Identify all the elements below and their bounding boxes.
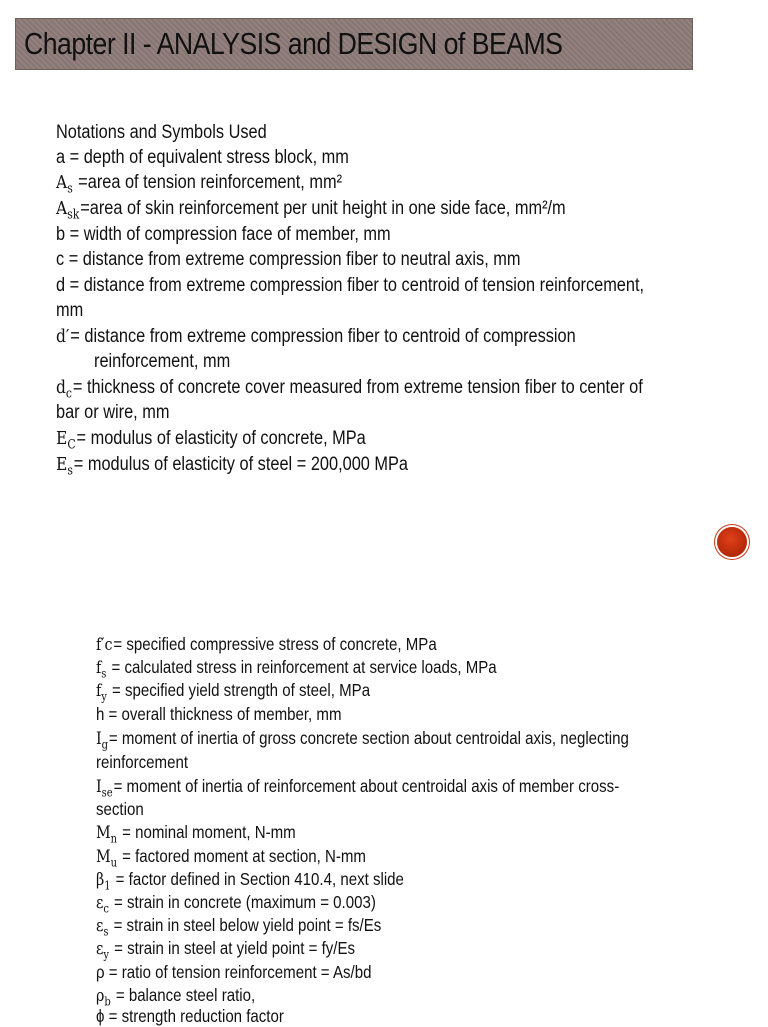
notation-line: $\varepsilon_s$ = strain in steel below yield point = fs/Es (96, 915, 382, 939)
notation-line: h = overall thickness of member, mm (96, 704, 342, 724)
notation-line-cont: bar or wire, mm (56, 402, 170, 423)
notation-line: d = distance from extreme compression fiber to centroid of tension reinforcement, (56, 275, 645, 296)
notation-line: $A_{sk}=area$ of skin reinforcement per unit height in one side face, mm²/m (56, 198, 566, 222)
notation-line: $\varepsilon_y$ = strain in steel at yield point = fy/Es (96, 938, 356, 962)
notation-line: c = distance from extreme compression fiber to neutral axis, mm (56, 249, 521, 270)
notation-line: $f_y$ = specified yield strength of steel, MPa (96, 680, 371, 704)
notation-line: $\varepsilon_c$ = strain in concrete (maximum = 0.003) (96, 892, 376, 916)
notation-line: $M_u$ = factored moment at section, N-mm (96, 846, 366, 870)
notation-line-cont: mm (56, 300, 84, 321)
notation-line-cont: reinforcement (96, 752, 189, 772)
notation-line-cont: section (96, 799, 144, 819)
notation-line: d′= distance from extreme compression fiber to centroid of compression (56, 326, 576, 347)
notation-line: $f_s$ = calculated stress in reinforcement at service loads, MPa (96, 657, 497, 681)
notation-line: a = depth of equivalent stress block, mm (56, 147, 349, 168)
notation-line: $I_{se}=$ moment of inertia of reinforcement about centroidal axis of member cross- (96, 776, 620, 800)
record-icon[interactable] (717, 527, 747, 557)
notation-line: $A_s$ =area of tension reinforcement, mm² (56, 172, 343, 196)
notation-line: $\rho_b$ = balance steel ratio, (96, 985, 256, 1009)
notation-line: $d_c=$ thickness of concrete cover measured from extreme tension fiber to center of (56, 377, 643, 401)
notation-line: $M_n$ = nominal moment, N-mm (96, 822, 296, 846)
slide-title: Chapter II - ANALYSIS and DESIGN of BEAMS (24, 26, 563, 61)
notation-line: $E_C=$ modulus of elasticity of concrete, MPa (56, 428, 366, 452)
notation-line: ρ = ratio of tension reinforcement = As/bd (96, 962, 372, 982)
notation-line: ϕ = strength reduction factor (96, 1006, 284, 1026)
notation-line: b = width of compression face of member, mm (56, 224, 391, 245)
notation-line: $\beta_1$ = factor defined in Section 410.4, next slide (96, 869, 404, 893)
notation-line-cont: reinforcement, mm (94, 351, 231, 372)
notation-line: $I_g=$ moment of inertia of gross concrete section about centroidal axis, neglecting (96, 728, 629, 752)
notation-line: f′c= specified compressive stress of concrete, MPa (96, 634, 437, 654)
notation-line: $E_s=$ modulus of elasticity of steel = 200,000 MPa (56, 454, 409, 478)
notation-heading: Notations and Symbols Used (56, 122, 267, 143)
slide-title-bar (15, 18, 693, 70)
